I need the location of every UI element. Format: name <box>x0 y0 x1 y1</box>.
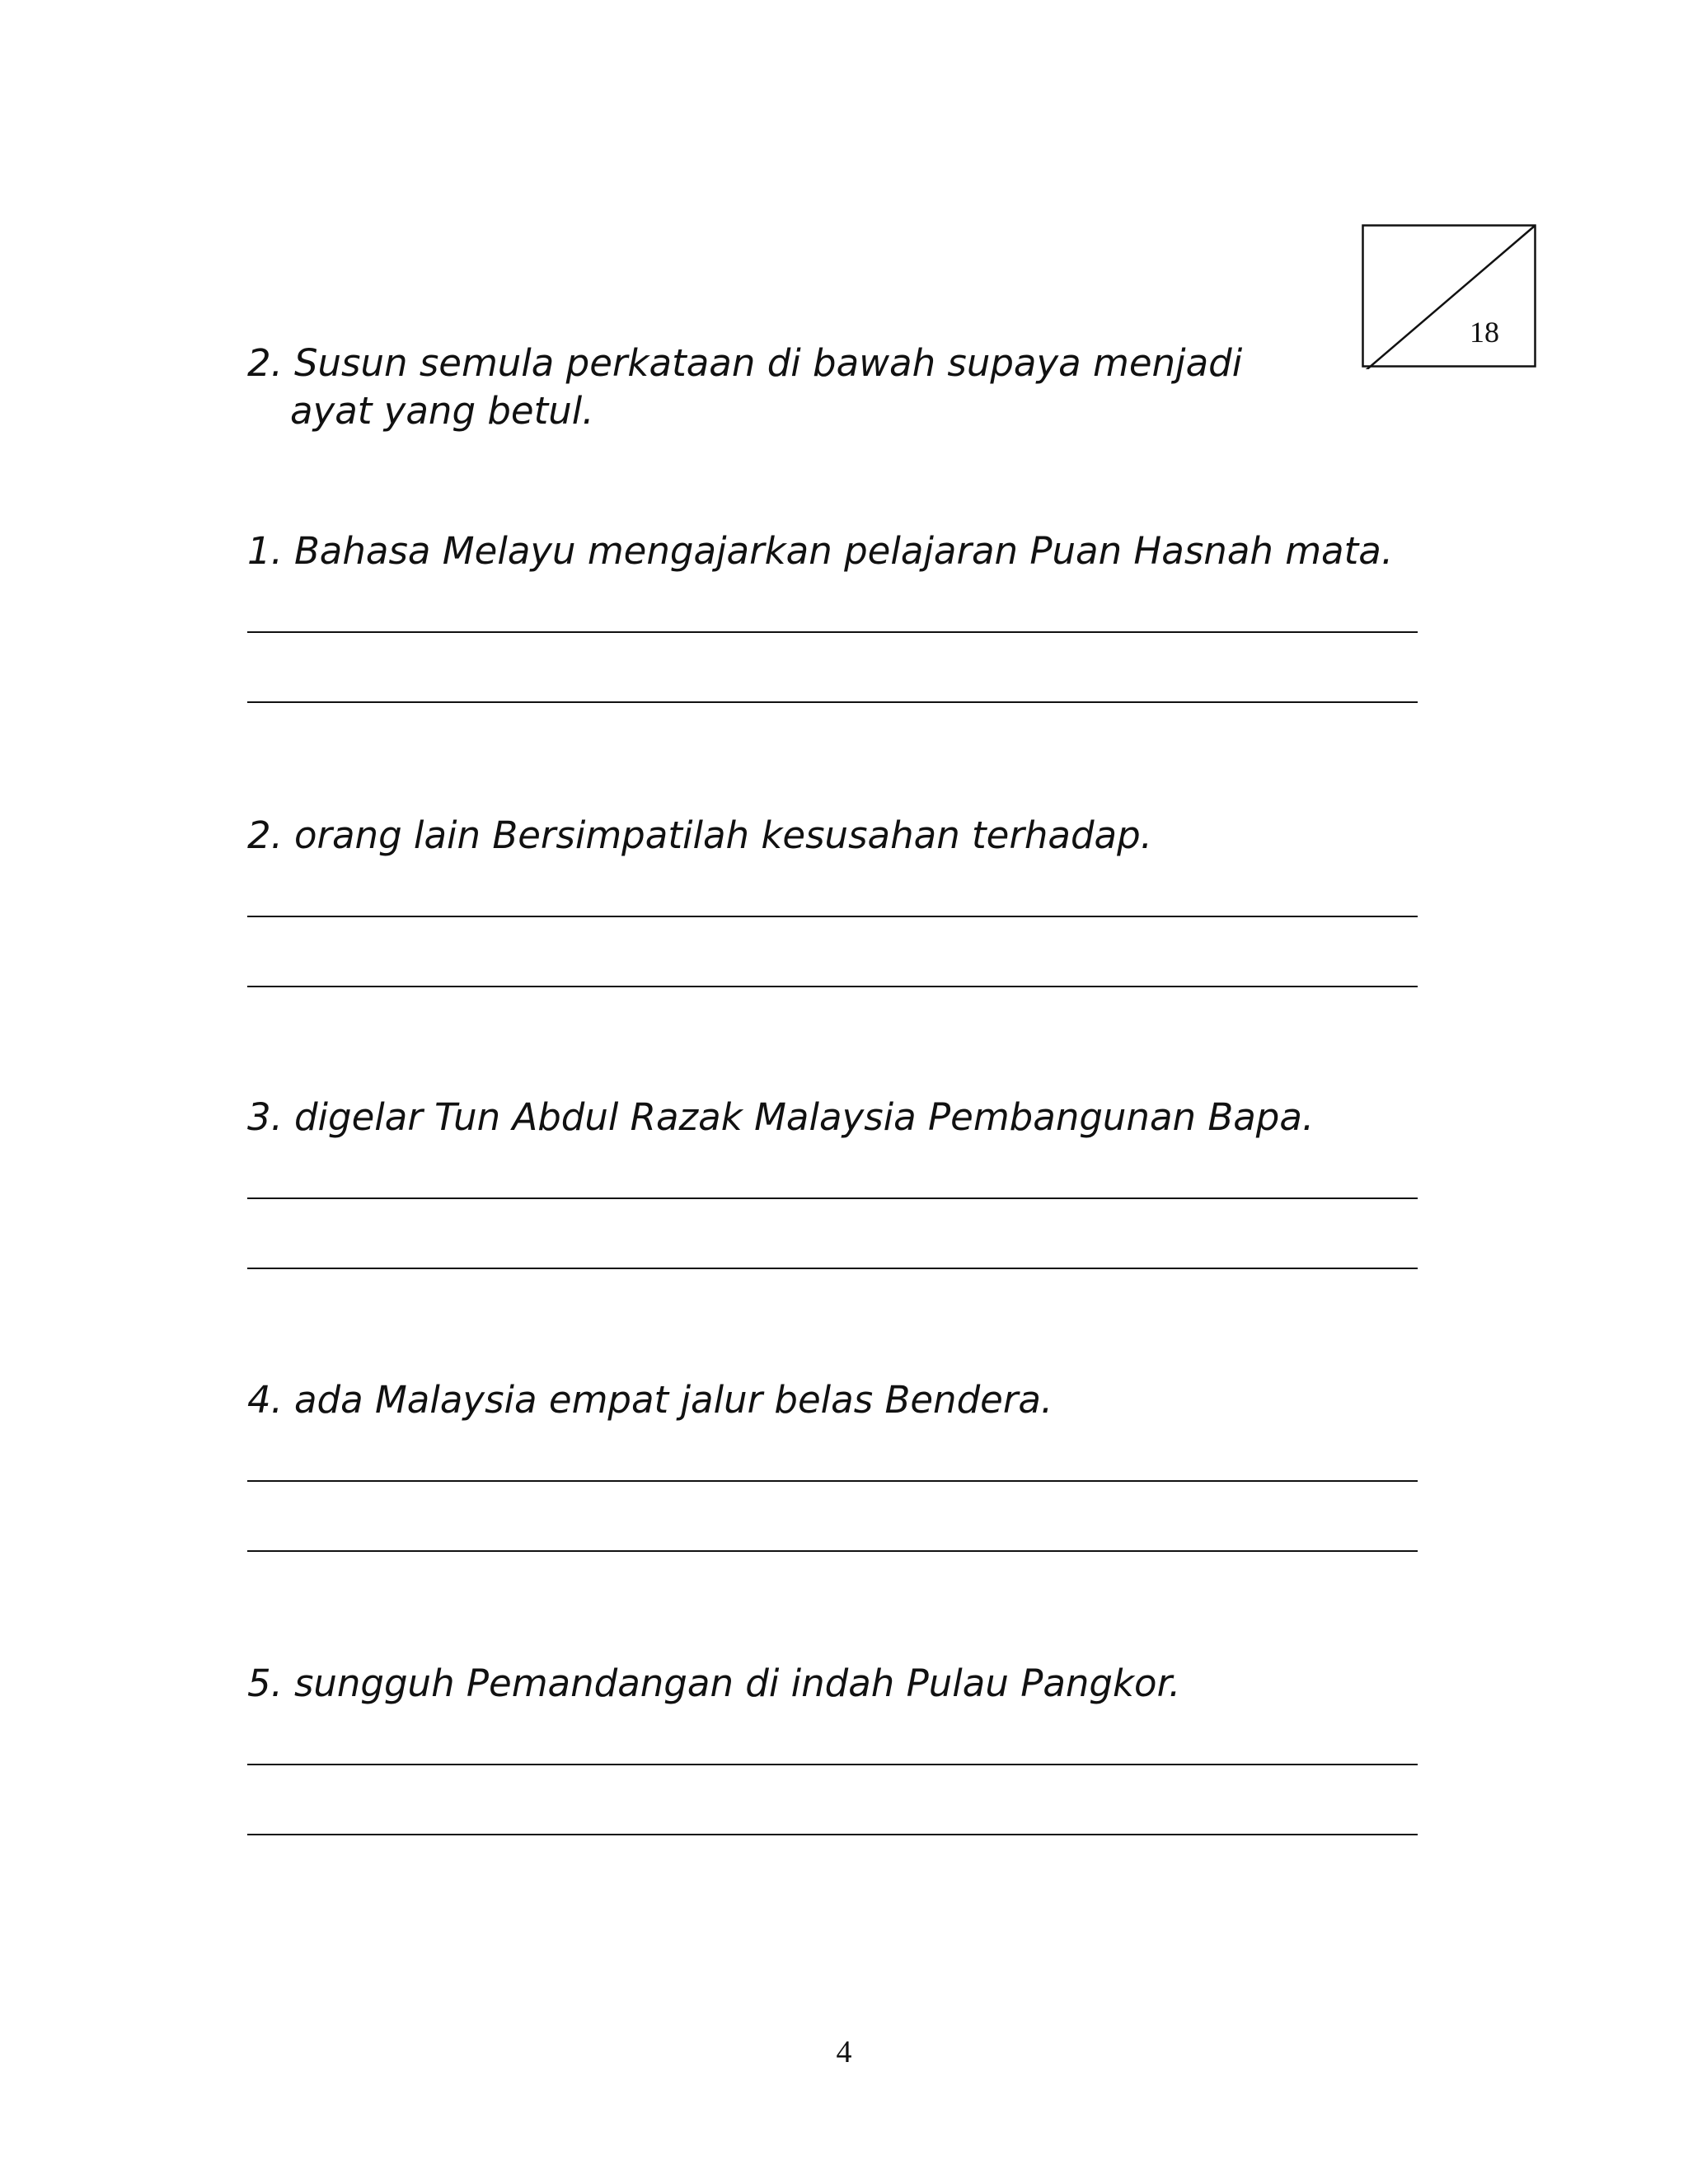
answer-line[interactable] <box>247 1764 1418 1765</box>
answer-line[interactable] <box>247 1834 1418 1835</box>
question-text <box>247 1094 1434 1141</box>
question-words: orang lain Bersimpatilah kesusahan terhadap. <box>293 813 1152 857</box>
answer-line[interactable] <box>247 631 1418 633</box>
answer-line[interactable] <box>247 1550 1418 1552</box>
answer-line[interactable] <box>247 1197 1418 1199</box>
question-number: 1. <box>247 529 283 573</box>
instruction-line-1: Susun semula perkataan di bawah supaya menjadi <box>293 341 1243 385</box>
answer-line[interactable] <box>247 701 1418 703</box>
question-4 <box>247 1376 1434 1424</box>
question-words: ada Malaysia empat jalur belas Bendera. <box>293 1378 1053 1422</box>
question-1 <box>247 527 1434 575</box>
question-3 <box>247 1094 1434 1141</box>
question-number: 3. <box>247 1095 283 1139</box>
answer-line[interactable] <box>247 986 1418 987</box>
question-text <box>247 1660 1434 1708</box>
question-text <box>247 812 1434 860</box>
question-text <box>247 527 1434 575</box>
answer-line[interactable] <box>247 1268 1418 1269</box>
question-words: digelar Tun Abdul Razak Malaysia Pembangunan Bapa. <box>293 1095 1315 1139</box>
question-number: 4. <box>247 1378 283 1422</box>
question-words: sungguh Pemandangan di indah Pulau Pangkor. <box>293 1661 1181 1705</box>
instruction <box>247 340 1319 435</box>
question-5 <box>247 1660 1434 1708</box>
question-words: Bahasa Melayu mengajarkan pelajaran Puan Hasnah mata. <box>293 529 1394 573</box>
instruction-line-2: ayat yang betul. <box>290 389 594 433</box>
answer-line[interactable] <box>247 1480 1418 1482</box>
question-number: 2. <box>247 813 283 857</box>
question-number: 5. <box>247 1661 283 1705</box>
page-number: 4 <box>836 2035 852 2069</box>
instruction-number: 2. <box>247 341 283 385</box>
question-2 <box>247 812 1434 860</box>
score-box <box>1362 224 1536 369</box>
score-total: 18 <box>1470 316 1499 349</box>
answer-line[interactable] <box>247 916 1418 917</box>
score-box-frame <box>1362 224 1536 369</box>
question-text <box>247 1376 1434 1424</box>
